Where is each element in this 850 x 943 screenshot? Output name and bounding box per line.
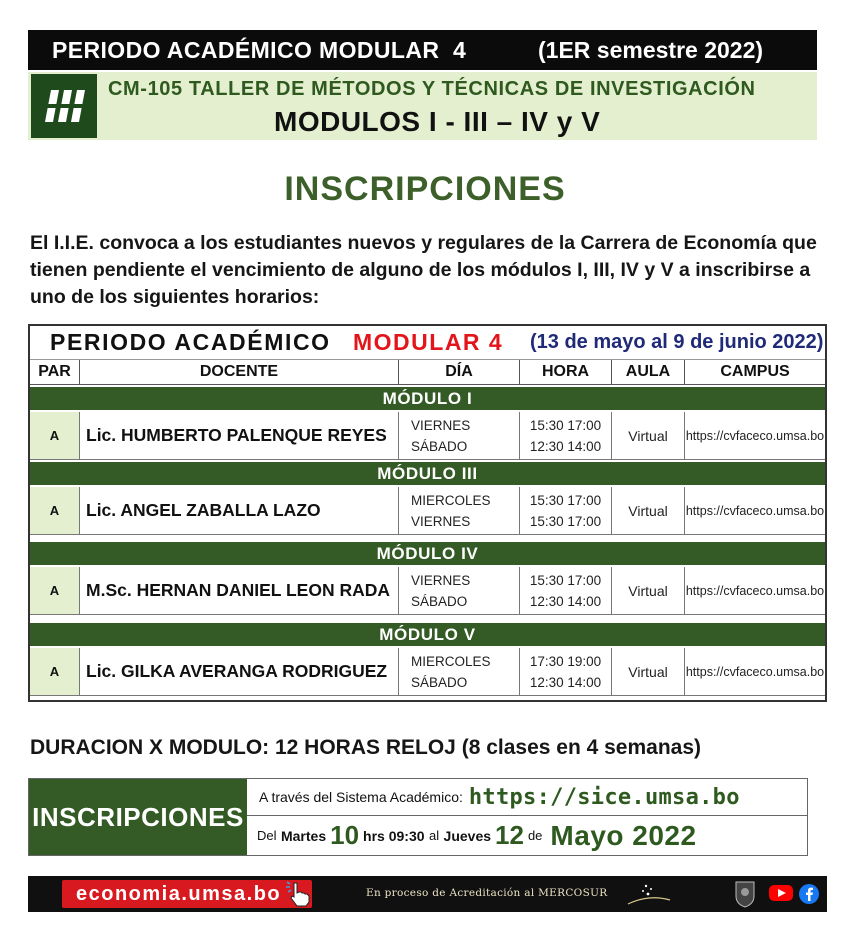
hora-line: 12:30 14:00 <box>529 594 602 609</box>
cell-docente: Lic. HUMBERTO PALENQUE REYES <box>80 412 399 460</box>
day-start: Martes <box>280 827 327 844</box>
hora-line: 17:30 19:00 <box>529 654 602 669</box>
dia-line: VIERNES <box>411 418 471 433</box>
registration-box <box>28 778 808 856</box>
schedule-title-prefix: PERIODO ACADÉMICO <box>50 329 331 355</box>
schedule-title-modular: MODULAR 4 <box>353 329 504 355</box>
schedule-header <box>30 326 825 360</box>
date-start: 10 <box>330 820 360 850</box>
course-band <box>28 72 817 140</box>
col-header-hora: HORA <box>520 360 612 385</box>
column-headers <box>30 360 825 385</box>
cell-campus-link[interactable]: https://cvfaceco.umsa.bo <box>685 412 825 460</box>
module-band: MÓDULO I <box>30 387 825 410</box>
intro-paragraph: El I.I.E. convoca a los estudiantes nuevos y regulares de la Carrera de Economía que tienen pendiente el vencimiento de alguno de los módulos I, III, IV y V a inscribirse a uno de los siguientes horarios: <box>30 232 817 308</box>
hora-line: 15:30 17:00 <box>529 493 602 508</box>
dia-line: SÁBADO <box>411 675 468 690</box>
hora-line: 12:30 14:00 <box>529 675 602 690</box>
table-row <box>30 567 825 615</box>
module-band: MÓDULO V <box>30 623 825 646</box>
course-modules: MODULOS I - III – IV y V <box>274 106 601 137</box>
top-title-bar <box>28 30 817 70</box>
start-time: hrs 09:30 <box>363 827 425 844</box>
university-emblem-icon <box>734 880 756 913</box>
cell-aula: Virtual <box>612 648 685 696</box>
pointing-hand-icon <box>286 880 314 913</box>
footer-bar <box>28 876 827 912</box>
table-row <box>30 412 825 460</box>
dia-line: MIERCOLES <box>411 493 491 508</box>
table-row <box>30 648 825 696</box>
cell-docente: M.Sc. HERNAN DANIEL LEON RADA <box>80 567 399 615</box>
iie-logo-icon <box>31 74 97 138</box>
dia-line: MIERCOLES <box>411 654 491 669</box>
facebook-icon[interactable] <box>798 883 820 910</box>
dia-line: VIERNES <box>411 514 471 529</box>
website-link[interactable]: economia.umsa.bo <box>62 880 312 908</box>
cell-aula: Virtual <box>612 567 685 615</box>
cell-aula: Virtual <box>612 487 685 535</box>
accreditation-text: En proceso de Acreditación al MERCOSUR <box>366 887 608 899</box>
col-header-campus: CAMPUS <box>685 360 825 385</box>
page-title: INSCRIPCIONES <box>284 170 566 208</box>
module-band: MÓDULO IV <box>30 542 825 565</box>
cell-hora <box>520 567 612 615</box>
registration-via-row <box>247 779 807 816</box>
registration-url-link[interactable]: https://sice.umsa.bo <box>468 784 740 810</box>
cell-campus-link[interactable]: https://cvfaceco.umsa.bo <box>685 648 825 696</box>
schedule-dates: (13 de mayo al 9 de junio 2022) <box>530 331 824 353</box>
cell-par: A <box>30 487 80 535</box>
day-end: Jueves <box>443 827 492 844</box>
mercosur-stars-icon <box>624 880 674 913</box>
hora-line: 12:30 14:00 <box>529 439 602 454</box>
cell-par: A <box>30 648 80 696</box>
cell-hora <box>520 648 612 696</box>
col-header-docente: DOCENTE <box>80 360 399 385</box>
registration-via-text: A través del Sistema Académico: <box>259 789 463 805</box>
youtube-icon[interactable] <box>769 884 793 907</box>
course-code-title: CM-105 TALLER DE MÉTODOS Y TÉCNICAS DE INVESTIGACIÓN <box>108 78 756 100</box>
semester-label: (1ER semestre 2022) <box>538 36 764 63</box>
cell-campus-link[interactable]: https://cvfaceco.umsa.bo <box>685 567 825 615</box>
col-header-par: PAR <box>30 360 80 385</box>
cell-par: A <box>30 567 80 615</box>
cell-dia <box>399 648 520 696</box>
dia-line: SÁBADO <box>411 439 468 454</box>
duration-note: DURACION X MODULO: 12 HORAS RELOJ (8 clases en 4 semanas) <box>30 736 702 759</box>
cell-par: A <box>30 412 80 460</box>
cell-dia <box>399 487 520 535</box>
del-text: Del <box>257 828 277 843</box>
cell-docente: Lic. GILKA AVERANGA RODRIGUEZ <box>80 648 399 696</box>
month-year: Mayo 2022 <box>550 819 697 851</box>
al-text: al <box>428 828 440 843</box>
cell-dia <box>399 412 520 460</box>
period-title: PERIODO ACADÉMICO MODULAR 4 <box>52 36 467 63</box>
dia-line: SÁBADO <box>411 594 468 609</box>
cell-aula: Virtual <box>612 412 685 460</box>
module-band: MÓDULO III <box>30 462 825 485</box>
registration-dates-row <box>247 816 807 855</box>
registration-label: INSCRIPCIONES <box>29 779 247 855</box>
col-header-aula: AULA <box>612 360 685 385</box>
hora-line: 15:30 17:00 <box>529 418 602 433</box>
cell-docente: Lic. ANGEL ZABALLA LAZO <box>80 487 399 535</box>
cell-dia <box>399 567 520 615</box>
hora-line: 15:30 17:00 <box>529 573 602 588</box>
date-end: 12 <box>495 820 524 850</box>
hora-line: 15:30 17:00 <box>529 514 602 529</box>
dia-line: VIERNES <box>411 573 471 588</box>
cell-hora <box>520 412 612 460</box>
col-header-dia: DÍA <box>399 360 520 385</box>
cell-campus-link[interactable]: https://cvfaceco.umsa.bo <box>685 487 825 535</box>
schedule-table <box>28 324 827 702</box>
de-text: de <box>527 828 543 843</box>
table-row <box>30 487 825 535</box>
cell-hora <box>520 487 612 535</box>
